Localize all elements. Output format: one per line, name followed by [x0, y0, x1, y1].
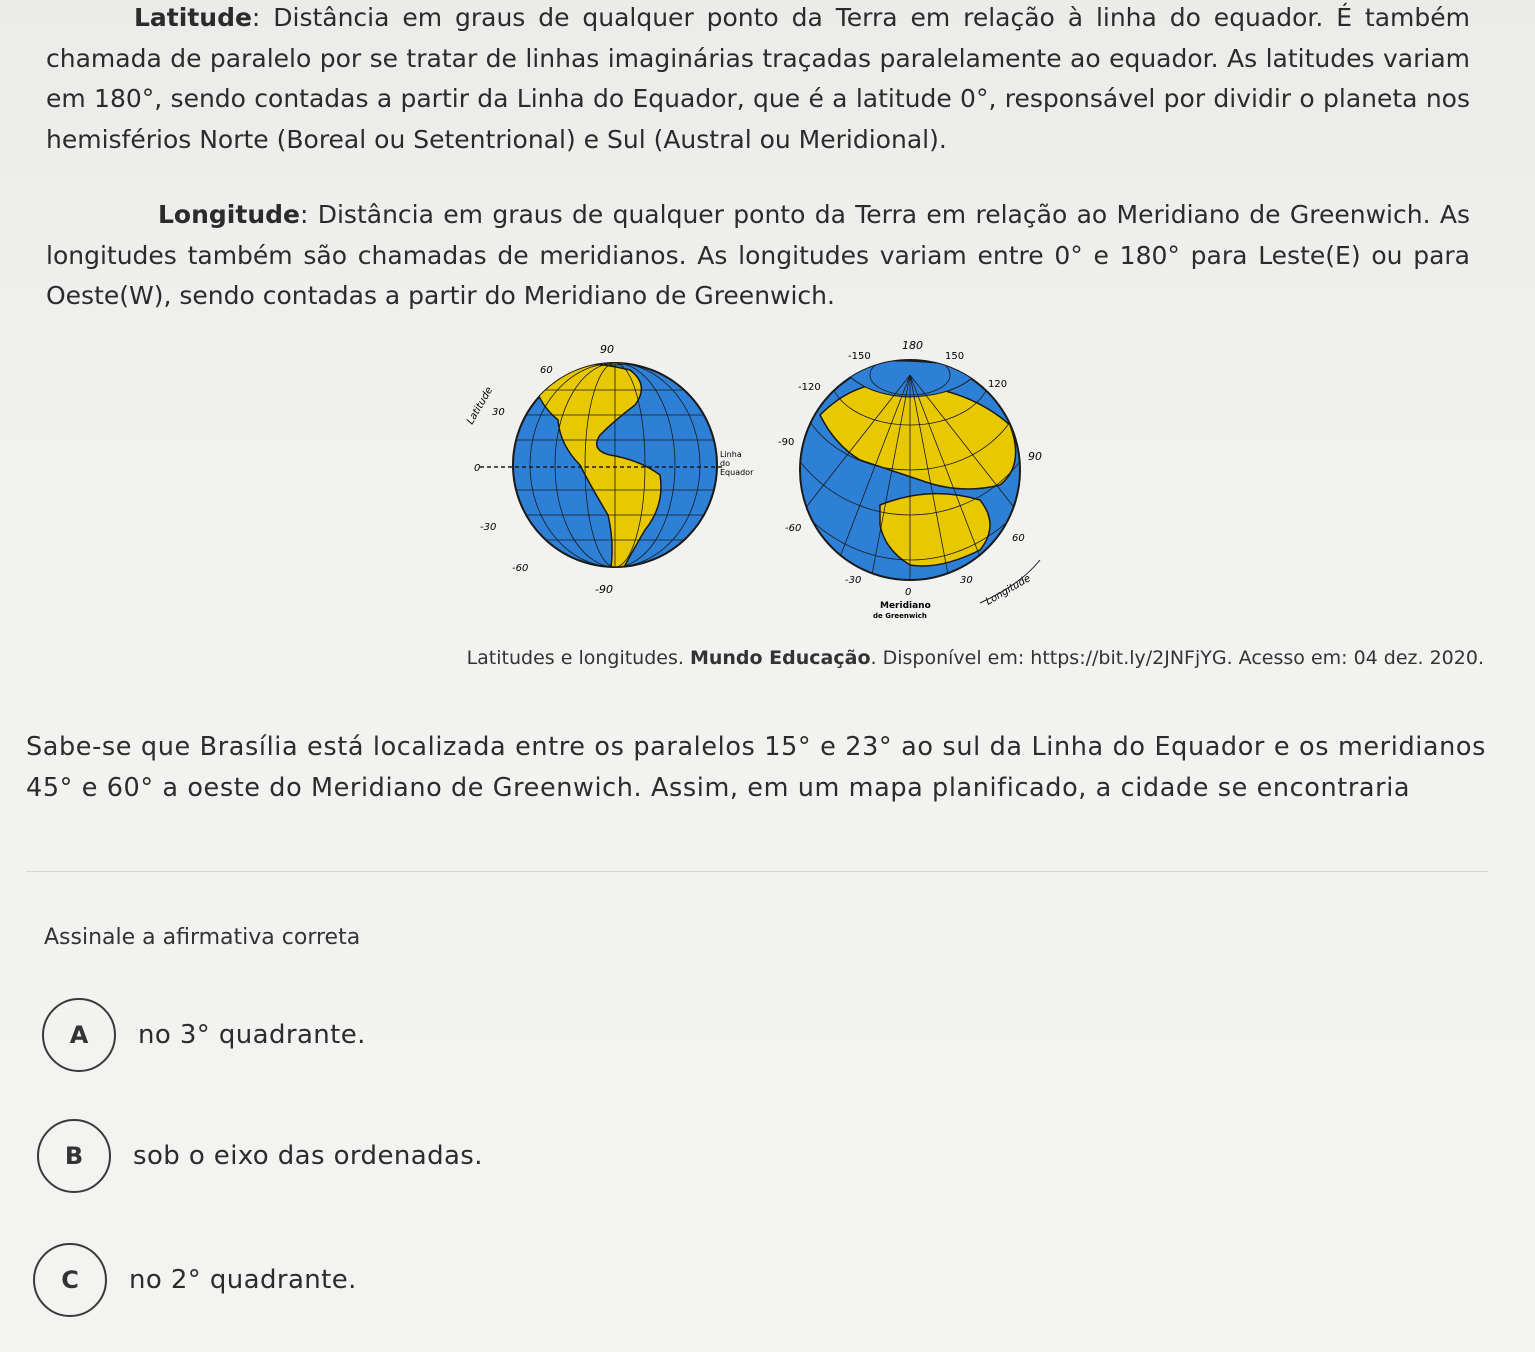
- caption-suffix: . Disponível em: https://bit.ly/2JNFjYG. Acesso em: 04 dez. 2020.: [870, 647, 1484, 669]
- option-a[interactable]: [42, 998, 366, 1072]
- option-b-text[interactable]: sob o eixo das ordenadas.: [133, 1141, 483, 1171]
- lon-label-30e: 30: [960, 575, 973, 586]
- lon-label-150w: -150: [848, 351, 871, 362]
- lon-label-150e: 150: [945, 351, 965, 362]
- lon-label-60w: -60: [785, 523, 802, 534]
- lat-label-90n: 90: [600, 343, 614, 356]
- option-a-text[interactable]: no 3° quadrante.: [138, 1020, 366, 1050]
- longitude-definition: : Distância em graus de qualquer ponto da Terra em relação ao Meridiano de Greenwich. As longitudes também são chamadas de meridianos. As longitudes variam entre 0° e 180° para Leste(E) ou para Oeste(W), sendo contadas a partir do Meridiano de Greenwich.: [46, 200, 1470, 310]
- option-a-letter[interactable]: A: [42, 998, 116, 1072]
- option-b-letter[interactable]: B: [37, 1119, 111, 1193]
- instruction-text: Assinale a afirmativa correta: [44, 925, 361, 950]
- latitude-paragraph: [46, 0, 1470, 160]
- longitude-term: Longitude: [158, 200, 300, 229]
- latitude-term: Latitude: [134, 3, 252, 32]
- question-text: Sabe-se que Brasília está localizada entre os paralelos 15° e 23° ao sul da Linha do Equador e os meridianos 45° e 60° a oeste do Meridiano de Greenwich. Assim, em um mapa planificado, a cidade se encontraria: [26, 732, 1486, 803]
- lon-label-120w: -120: [798, 382, 821, 393]
- divider: [26, 871, 1488, 872]
- latitude-globe: [465, 343, 754, 596]
- lat-label-90s: -90: [595, 583, 613, 596]
- caption-prefix: Latitudes e longitudes.: [466, 647, 690, 669]
- option-c[interactable]: [33, 1243, 357, 1317]
- globes-illustration: [440, 335, 1060, 635]
- latitude-definition: : Distância em graus de qualquer ponto da Terra em relação à linha do equador. É também chamada de paralelo por se tratar de linhas imaginárias traçadas paralelamente ao equador. As latitudes variam em 180°, sendo contadas a partir da Linha do Equador, que é a latitude 0°, responsável por dividir o planeta nos hemisférios Norte (Boreal ou Setentrional) e Sul (Austral ou Meridional).: [46, 3, 1470, 154]
- caption-source: Mundo Educação: [689, 647, 871, 669]
- equator-label-line1: Linha: [720, 450, 742, 459]
- lon-axis-title: Longitude: [984, 573, 1033, 608]
- longitude-globe: [750, 335, 1060, 620]
- globes-figure: [440, 335, 1060, 635]
- lon-label-90e: 90: [1028, 450, 1042, 463]
- figure-caption: [0, 647, 1484, 669]
- longitude-paragraph: [46, 195, 1470, 317]
- lat-label-30s: -30: [480, 522, 497, 533]
- lat-label-30n: 30: [492, 407, 505, 418]
- lon-label-60e: 60: [1012, 533, 1025, 544]
- lat-axis-title: Latitude: [465, 385, 496, 427]
- meridian-label-line1: Meridiano: [880, 601, 931, 611]
- lon-label-120e: 120: [988, 379, 1008, 390]
- lon-label-90w: -90: [778, 437, 795, 448]
- lat-label-60n: 60: [540, 365, 553, 376]
- meridian-label-line2: de Greenwich: [873, 612, 927, 620]
- option-c-letter[interactable]: C: [33, 1243, 107, 1317]
- lon-label-180: 180: [902, 339, 923, 352]
- equator-label-line3: Equador: [720, 468, 754, 477]
- lat-label-60s: -60: [512, 563, 529, 574]
- lat-label-0: 0: [474, 463, 481, 474]
- option-c-text[interactable]: no 2° quadrante.: [129, 1265, 357, 1295]
- option-b[interactable]: [37, 1119, 483, 1193]
- lon-label-0: 0: [905, 587, 912, 598]
- lon-label-30w: -30: [845, 575, 862, 586]
- equator-label-line2: do: [720, 459, 730, 468]
